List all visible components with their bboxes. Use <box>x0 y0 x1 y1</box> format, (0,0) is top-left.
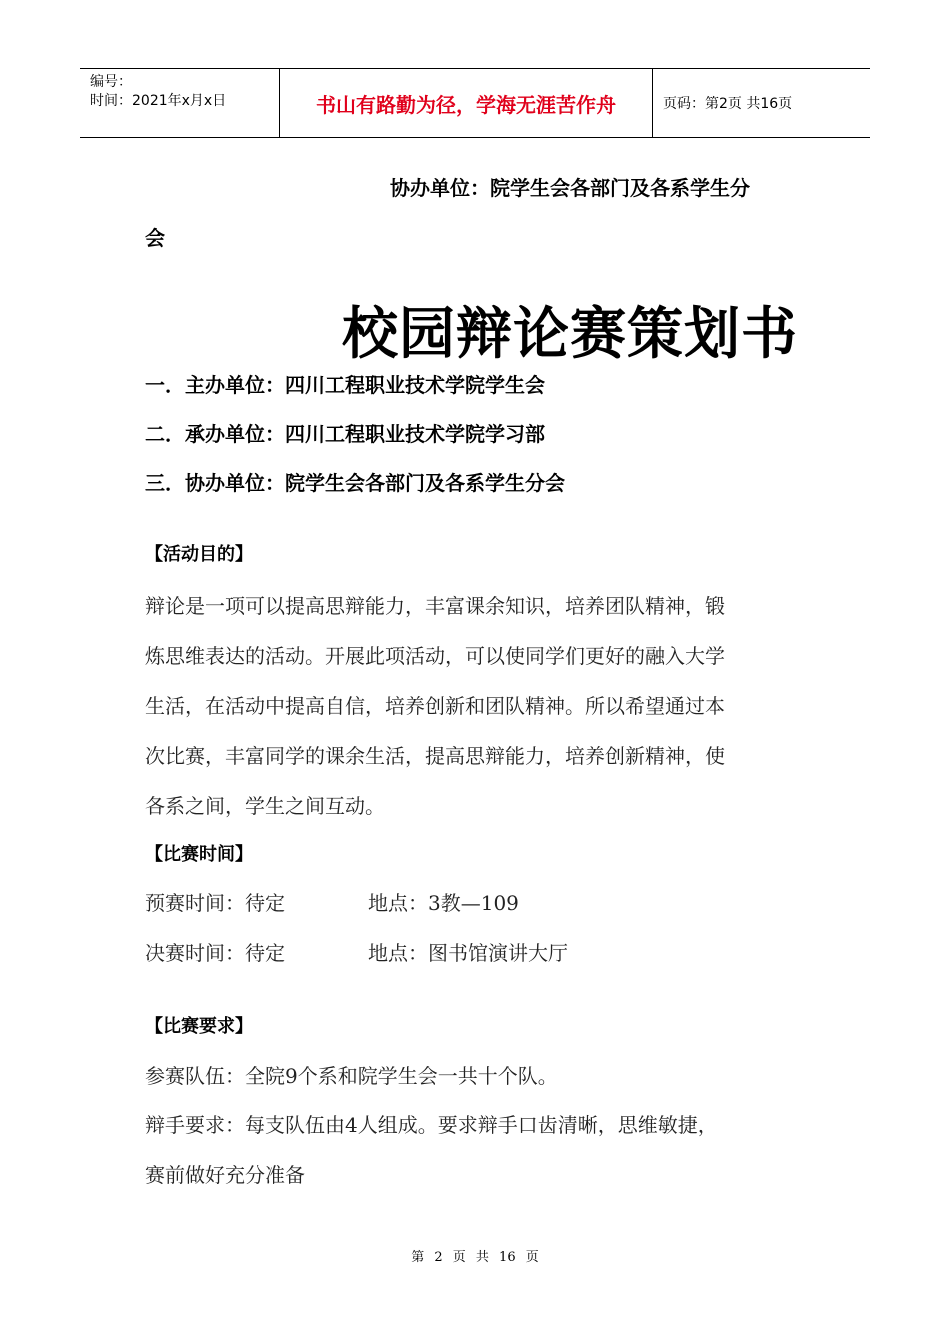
debaters-requirement-line-1: 辩手要求：每支队伍由4人组成。要求辩手口齿清晰，思维敏捷， <box>145 1113 718 1137</box>
final-place: 地点：图书馆演讲大厅 <box>368 941 568 965</box>
header-page-info: 页码：第2页 共16页 <box>663 96 793 112</box>
section-heading-requirements: 【比赛要求】 <box>145 1016 253 1037</box>
unit-organizer: 二．承办单位：四川工程职业技术学院学习部 <box>145 422 545 446</box>
section-heading-purpose: 【活动目的】 <box>145 544 253 565</box>
paragraph-line: 次比赛，丰富同学的课余生活，提高思辩能力，培养创新精神，使 <box>145 744 725 768</box>
paragraph-line: 各系之间，学生之间互动。 <box>145 794 385 818</box>
prelim-place: 地点：3教—109 <box>368 891 519 915</box>
intro-line-2: 会 <box>145 226 165 250</box>
document-title: 校园辩论赛策划书 <box>342 302 798 367</box>
final-time: 决赛时间：待定 <box>145 941 285 965</box>
header-motto: 书山有路勤为径，学海无涯苦作舟 <box>280 69 653 137</box>
paragraph-line: 生活，在活动中提高自信，培养创新和团队精神。所以希望通过本 <box>145 694 725 718</box>
teams-requirement: 参赛队伍：全院9个系和院学生会一共十个队。 <box>145 1064 558 1088</box>
unit-co-organizer: 三．协办单位：院学生会各部门及各系学生分会 <box>145 471 565 495</box>
page-footer: 第 2 页 共 16 页 <box>411 1250 539 1265</box>
time-label: 时间：2021年x月x日 <box>90 93 227 109</box>
page-header <box>80 68 870 138</box>
intro-line-1: 协办单位：院学生会各部门及各系学生分 <box>390 176 750 200</box>
section-heading-schedule: 【比赛时间】 <box>145 844 253 865</box>
unit-host: 一．主办单位：四川工程职业技术学院学生会 <box>145 373 545 397</box>
debaters-requirement-line-2: 赛前做好充分准备 <box>145 1163 305 1187</box>
prelim-time: 预赛时间：待定 <box>145 891 285 915</box>
number-label: 编号： <box>90 74 132 90</box>
paragraph-line: 辩论是一项可以提高思辩能力，丰富课余知识，培养团队精神，锻 <box>145 594 725 618</box>
header-meta <box>80 69 280 137</box>
paragraph-line: 炼思维表达的活动。开展此项活动，可以使同学们更好的融入大学 <box>145 644 725 668</box>
